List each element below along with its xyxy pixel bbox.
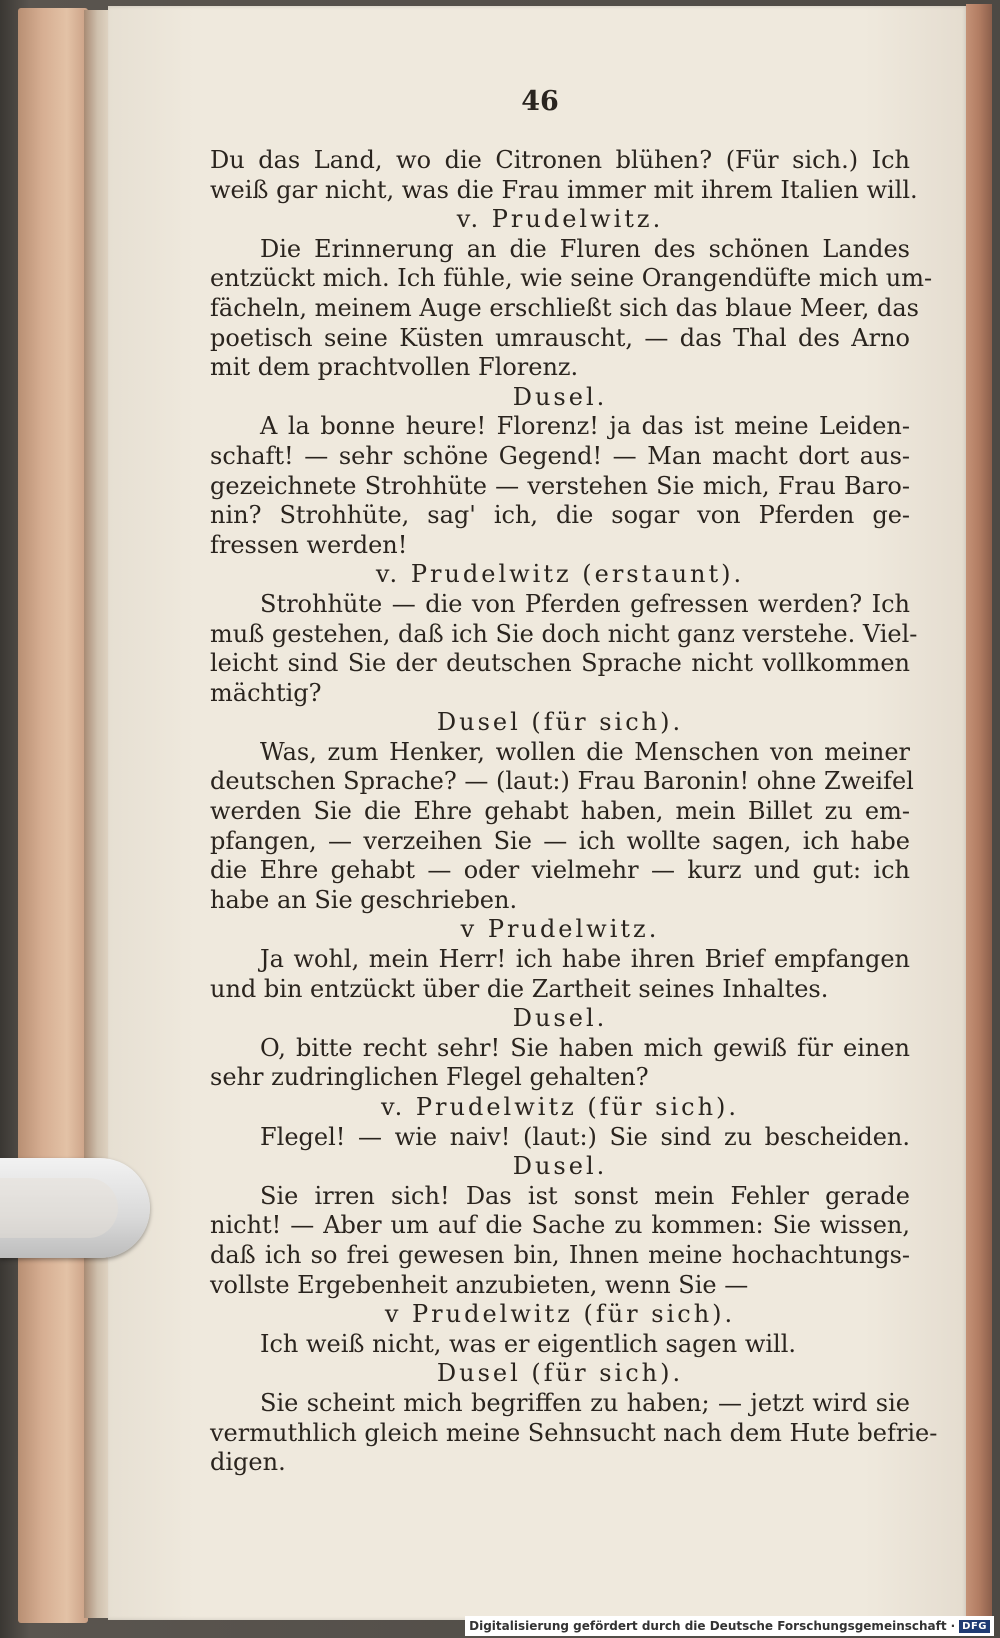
text-line: mächtig? — [210, 678, 322, 707]
page-clip-window — [0, 1178, 118, 1238]
text-line: mit dem prachtvollen Florenz. — [210, 353, 579, 382]
text-line: und bin entzückt über die Zartheit seines Inhaltes. — [210, 974, 829, 1003]
text-line: v. Prudelwitz. — [456, 205, 664, 234]
text-line: deutschen Sprache? — (laut:) Frau Baronin! ohne Zweifel — [210, 767, 914, 796]
text-line: werden Sie die Ehre gehabt haben, mein Billet zu em- — [210, 797, 910, 826]
text-line: Strohhüte — die von Pferden gefressen werden? Ich — [260, 589, 910, 618]
text-line: poetisch seine Küsten umrauscht, — das Thal des Arno — [210, 323, 910, 352]
text-line: Sie irren sich! Das ist sonst mein Fehler gerade — [260, 1181, 910, 1210]
text-line: nin? Strohhüte, sag' ich, die sogar von Pferden ge- — [210, 501, 910, 530]
dfg-logo: DFG — [959, 1620, 990, 1633]
text-line: fächeln, meinem Auge erschließt sich das blaue Meer, das — [210, 293, 919, 322]
text-line: fressen werden! — [210, 530, 408, 559]
page-clip — [0, 1158, 150, 1258]
page-number: 46 — [521, 86, 559, 117]
text-line: Ja wohl, mein Herr! ich habe ihren Brief empfangen — [260, 945, 910, 974]
text-line: gezeichnete Strohhüte — verstehen Sie mich, Frau Baro- — [210, 471, 910, 500]
page-text-body — [210, 146, 938, 1478]
text-line: A la bonne heure! Florenz! ja das ist meine Leiden- — [260, 412, 910, 441]
text-line: Dusel. — [512, 382, 608, 411]
text-line: Dusel. — [512, 1152, 608, 1181]
text-line: daß ich so frei gewesen bin, Ihnen meine hochachtungs- — [210, 1240, 910, 1269]
text-line: vermuthlich gleich meine Sehnsucht nach dem Hute befrie- — [210, 1418, 938, 1447]
text-line: schaft! — sehr schöne Gegend! — Man macht dort aus- — [210, 441, 910, 470]
text-line: muß gestehen, daß ich Sie doch nicht ganz verstehe. Viel- — [210, 619, 918, 648]
text-line: v Prudelwitz. — [460, 915, 660, 944]
text-line: nicht! — Aber um auf die Sache zu kommen: Sie wissen, — [210, 1211, 910, 1240]
text-line: Sie scheint mich begriffen zu haben; — jetzt wird sie — [260, 1388, 910, 1417]
text-line: weiß gar nicht, was die Frau immer mit ihrem Italien will. — [210, 175, 918, 204]
text-line: v. Prudelwitz (erstaunt). — [375, 560, 745, 589]
text-line: v. Prudelwitz (für sich). — [380, 1093, 740, 1121]
text-line: Was, zum Henker, wollen die Menschen von meiner — [260, 737, 910, 766]
text-line: v Prudelwitz (für sich). — [384, 1300, 736, 1329]
text-line: habe an Sie geschrieben. — [210, 885, 518, 914]
text-line: Flegel! — wie naiv! (laut:) Sie sind zu bescheiden. — [260, 1122, 910, 1151]
text-line: vollste Ergebenheit anzubieten, wenn Sie — — [210, 1270, 749, 1299]
book-page-edge — [966, 4, 992, 1624]
text-line: die Ehre gehabt — oder vielmehr — kurz und gut: ich — [210, 856, 910, 885]
text-line: leicht sind Sie der deutschen Sprache nicht vollkommen — [210, 649, 910, 678]
text-line: digen. — [210, 1448, 286, 1477]
text-line: Die Erinnerung an die Fluren des schönen Landes — [260, 234, 910, 263]
text-line: Ich weiß nicht, was er eigentlich sagen will. — [260, 1329, 797, 1358]
text-line: Dusel. — [512, 1004, 608, 1033]
digitization-credit: Digitalisierung gefördert durch die Deutsche Forschungsgemeinschaft · DFG — [465, 1616, 994, 1636]
text-line: O, bitte recht sehr! Sie haben mich gewiß für einen — [260, 1033, 910, 1062]
text-line: entzückt mich. Ich fühle, wie seine Orangendüfte mich um- — [210, 264, 933, 293]
text-line: Dusel (für sich). — [436, 1359, 684, 1388]
text-line: Dusel (für sich). — [436, 708, 684, 737]
text-line: sehr zudringlichen Flegel gehalten? — [210, 1063, 649, 1092]
text-line: Du das Land, wo die Citronen blühen? (Für sich.) Ich — [210, 146, 910, 174]
book-cover-board — [18, 8, 88, 1623]
text-line: pfangen, — verzeihen Sie — ich wollte sagen, ich habe — [210, 826, 910, 855]
credit-text: Digitalisierung gefördert durch die Deutsche Forschungsgemeinschaft — [469, 1619, 947, 1633]
